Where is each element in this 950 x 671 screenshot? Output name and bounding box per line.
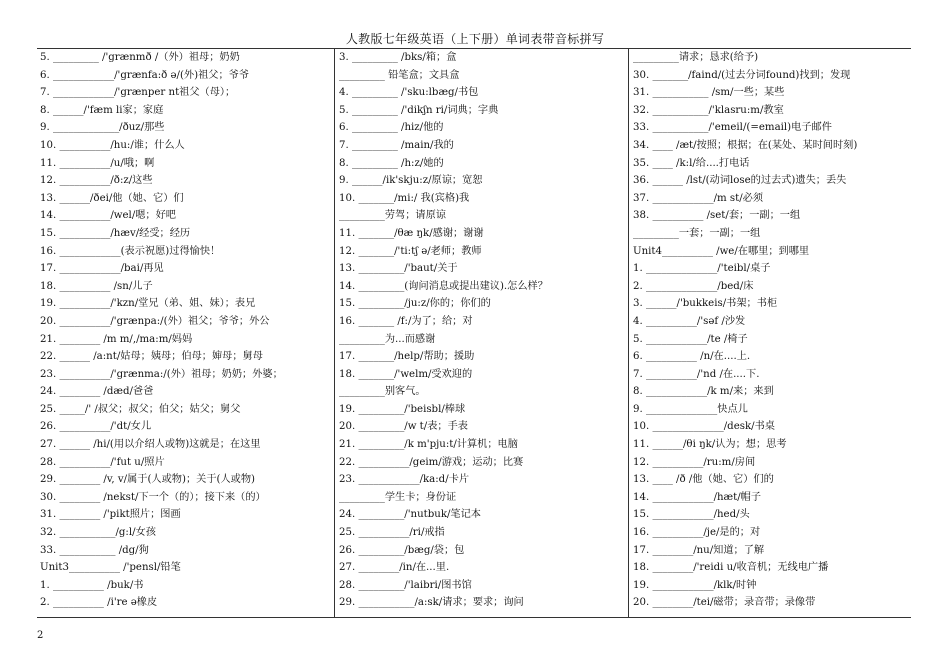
vocab-entry: 26. __________/'dt/女儿 — [40, 421, 152, 433]
vocab-entry: 24. ________ /dæd/爸爸 — [40, 386, 154, 398]
vocab-entry: 16. _______ /f:/为了；给；对 — [339, 315, 473, 327]
vocab-entry: 38. __________ /set/套；一副；一组 — [633, 210, 801, 222]
vocab-entry: 16. __________/je/是的；对 — [633, 527, 761, 539]
vocab-entry: 7. ____________/'grænper nt祖父（母）； — [40, 87, 236, 99]
vocab-entry: Unit3__________ /'pensl/铅笔 — [40, 562, 181, 574]
vocab-entry: 3. ______/'bukkeis/书架；书柜 — [633, 298, 778, 310]
vocab-entry: 19. __________/'kzn/堂兄（弟、姐、妹）；表兄 — [40, 298, 256, 310]
vocab-entry: 13. ______/ðei/他（她、它）们 — [40, 192, 184, 204]
page-title: 人教版七年级英语（上下册）单词表带音标拼写 — [345, 32, 605, 46]
vocab-entry: 5. _________ /'grænmð /（外）祖母；奶奶 — [40, 52, 240, 63]
vocab-entry: _________别客气。 — [339, 386, 426, 398]
vocab-entry: 10. __________/hu:/谁；什么人 — [40, 139, 185, 151]
vocab-entry: 28. __________/'fut u/照片 — [40, 456, 165, 468]
vocab-entry: 16. ____________(表示祝愿)过得愉快！ — [40, 245, 221, 257]
vocab-entry: 12. __________/ð:z/这些 — [40, 175, 153, 187]
vocab-entry: 25. __________/ri/戒指 — [339, 527, 445, 539]
vocab-entry: 19. ____________/klk/时钟 — [633, 579, 757, 591]
vocab-entry: 35. ____ /k:l/给....打电话 — [633, 157, 750, 169]
vocabulary-table — [37, 48, 911, 618]
vocab-entry: 9. ______/ik'skju:z/原谅；宽恕 — [339, 175, 483, 187]
vocab-entry: 19. _________/'beisbl/棒球 — [339, 403, 466, 415]
vocab-entry: 15. __________/hæv/经受；经历 — [40, 227, 191, 239]
vocab-entry: _________学生卡；身份证 — [339, 491, 457, 503]
vocab-entry: 18. ________/'reidi u/收音机；无线电广播 — [633, 562, 829, 574]
vocab-entry: 36. ______ /lst/(动词lose的过去式)遗失；丢失 — [633, 175, 847, 187]
vocab-entry: 18. _______/'welm/受欢迎的 — [339, 368, 473, 380]
vocab-entry: 13. ____ /ð /他（她、它）们的 — [633, 474, 774, 486]
vocab-entry: 28. _________/'laibri/图书馆 — [339, 579, 472, 591]
vocab-entry: 32. ___________/g:l/女孩 — [40, 527, 156, 539]
vocab-entry: 1. ______________/'teibl/桌子 — [633, 263, 771, 275]
vocab-entry: 13. _________/'baut/关于 — [339, 263, 458, 275]
vocab-entry: 11. _______/θæ ŋk/感谢；谢谢 — [339, 227, 484, 239]
vocab-entry: 31. ________ /'pikt照片；图画 — [40, 509, 181, 521]
vocab-entry: _________一套；一副；一组 — [633, 227, 761, 239]
vocab-entry: 5. ____________/te /椅子 — [633, 333, 748, 345]
vocab-entry: 6. __________ /n/在....上. — [633, 351, 751, 363]
vocab-entry: 8. ______/'fæm li家；家庭 — [40, 104, 164, 116]
vocab-entry: 14. ____________/hæt/帽子 — [633, 491, 762, 503]
vocab-entry: 7. __________/'nd /在....下. — [633, 368, 760, 380]
vocab-entry: 7. _________ /main/我的 — [339, 139, 454, 151]
vocab-entry: 29. ___________/a:sk/请求；要求；询问 — [339, 597, 524, 609]
vocab-entry: 11. __________/u/哦；啊 — [40, 157, 155, 169]
vocab-entry: 12. _______/'ti:tʃ ə/老师；教师 — [339, 245, 482, 257]
vocab-entry: 12. __________/ru:m/房间 — [633, 456, 756, 468]
vocab-entry: 10. _______/mi:/ 我(宾格)我 — [339, 192, 470, 204]
vocab-entry: Unit4__________ /we/在哪里；到哪里 — [633, 245, 810, 257]
vocab-entry: 22. ______ /a:nt/姑母；姨母；伯母；婶母；舅母 — [40, 351, 263, 363]
vocab-entry: 23. ____________/ka:d/卡片 — [339, 474, 470, 486]
vocab-entry: 11. ______/θi ŋk/认为；想；思考 — [633, 439, 787, 451]
vocab-entry: 17. ____________/bai/再见 — [40, 263, 164, 275]
vocab-entry: 8. ____________/k m/来；来到 — [633, 386, 774, 398]
vocab-entry: _________ 铅笔盒；文具盒 — [339, 69, 460, 81]
vocab-entry: 30. _______/faind/(过去分词found)找到；发现 — [633, 69, 851, 81]
vocab-entry: 21. _________/k m'pju:t/计算机；电脑 — [339, 439, 518, 451]
vocab-entry: 4. __________/'səf /沙发 — [633, 315, 746, 327]
vocab-entry: 20. __________/'grænpa:/(外）祖父；爷爷；外公 — [40, 315, 270, 327]
vocab-entry: 24. _________/'nutbuk/笔记本 — [339, 509, 481, 521]
vocab-entry: 1. __________ /buk/书 — [40, 579, 144, 591]
vocab-entry: 33. ___________ /dg/狗 — [40, 544, 149, 556]
vocab-entry: 22. __________/geim/游戏；运动；比赛 — [339, 456, 524, 468]
vocab-entry: 30. ________ /nekst/下一个（的）；接下来（的） — [40, 491, 266, 503]
vocab-entry: 9. _____________/ðuz/那些 — [40, 122, 165, 134]
vocab-entry: 20. _________/w t/表；手表 — [339, 421, 468, 433]
vocab-entry: 5. _________ /'dikʃn ri/词典；字典 — [339, 104, 499, 116]
vocab-entry: _________请求；恳求(给予) — [633, 52, 759, 63]
vocab-entry: 10. ______________/desk/书桌 — [633, 421, 775, 433]
vocab-entry: 26. _________/bæg/袋；包 — [339, 544, 465, 556]
vocab-entry: 6. _________ /hiz/他的 — [339, 122, 444, 134]
vocab-entry: 8. _________ /h:z/她的 — [339, 157, 444, 169]
column-1 — [40, 49, 328, 617]
vocab-entry: 6. ____________/'grænfa:ð ə/(外)祖父；爷爷 — [40, 69, 250, 81]
vocab-entry: 27. ______ /hi/(用以介绍人或物)这就是；在这里 — [40, 439, 261, 451]
vocab-entry: 21. ________ /m m/,/ma:m/妈妈 — [40, 333, 193, 345]
vocab-entry: 15. ____________/hed/头 — [633, 509, 750, 521]
column-2 — [334, 49, 622, 617]
vocab-entry: 23. __________/'grænma:/(外）祖母；奶奶；外婆； — [40, 368, 283, 380]
vocab-entry: 4. _________ /'sku:lbæg/书包 — [339, 87, 479, 99]
vocab-entry: 29. ________ /v, v/属于(人或物)；关于(人或物) — [40, 474, 256, 486]
vocab-entry: 27. ________/in/在...里. — [339, 562, 450, 574]
vocab-entry: 20. ________/tei/磁带；录音带；录像带 — [633, 597, 816, 609]
vocab-entry: 14. _________(询问消息或提出建议).怎么样？ — [339, 280, 548, 292]
vocab-entry: 33. ___________/'emeil/(=email)电子邮件 — [633, 122, 832, 134]
vocab-entry: 34. ____ /æt/按照；根据；在(某处、某时间时刻) — [633, 139, 858, 151]
vocab-entry: 17. _______/help/帮助；援助 — [339, 351, 475, 363]
vocab-entry: 2. __________ /i're ə橡皮 — [40, 597, 158, 609]
vocab-entry: 25. _____/' /叔父；叔父；伯父；姑父；舅父 — [40, 403, 241, 415]
vocab-entry: 17. ________/nu/知道；了解 — [633, 544, 765, 556]
vocab-entry: 14. __________/wel/嗯；好吧 — [40, 210, 176, 222]
vocab-entry: 3. _________ /bks/箱；盒 — [339, 52, 457, 63]
vocab-entry: 2. ______________/bed/床 — [633, 280, 754, 292]
vocab-entry: 37. ____________/m st/必须 — [633, 192, 764, 204]
column-3 — [628, 49, 916, 617]
vocab-entry: 31. ___________ /sm/一些；某些 — [633, 87, 785, 99]
page-number: 2 — [37, 630, 44, 641]
vocab-entry: 15. _________/ju:z/你的；你们的 — [339, 298, 491, 310]
vocab-entry: 9. ______________快点儿 — [633, 403, 748, 415]
vocab-entry: 18. __________ /sn/儿子 — [40, 280, 153, 292]
vocab-entry: _________为...而感谢 — [339, 333, 436, 345]
vocab-entry: _________劳驾；请原谅 — [339, 210, 446, 222]
vocab-entry: 32. ___________/'klasru:m/教室 — [633, 104, 784, 116]
